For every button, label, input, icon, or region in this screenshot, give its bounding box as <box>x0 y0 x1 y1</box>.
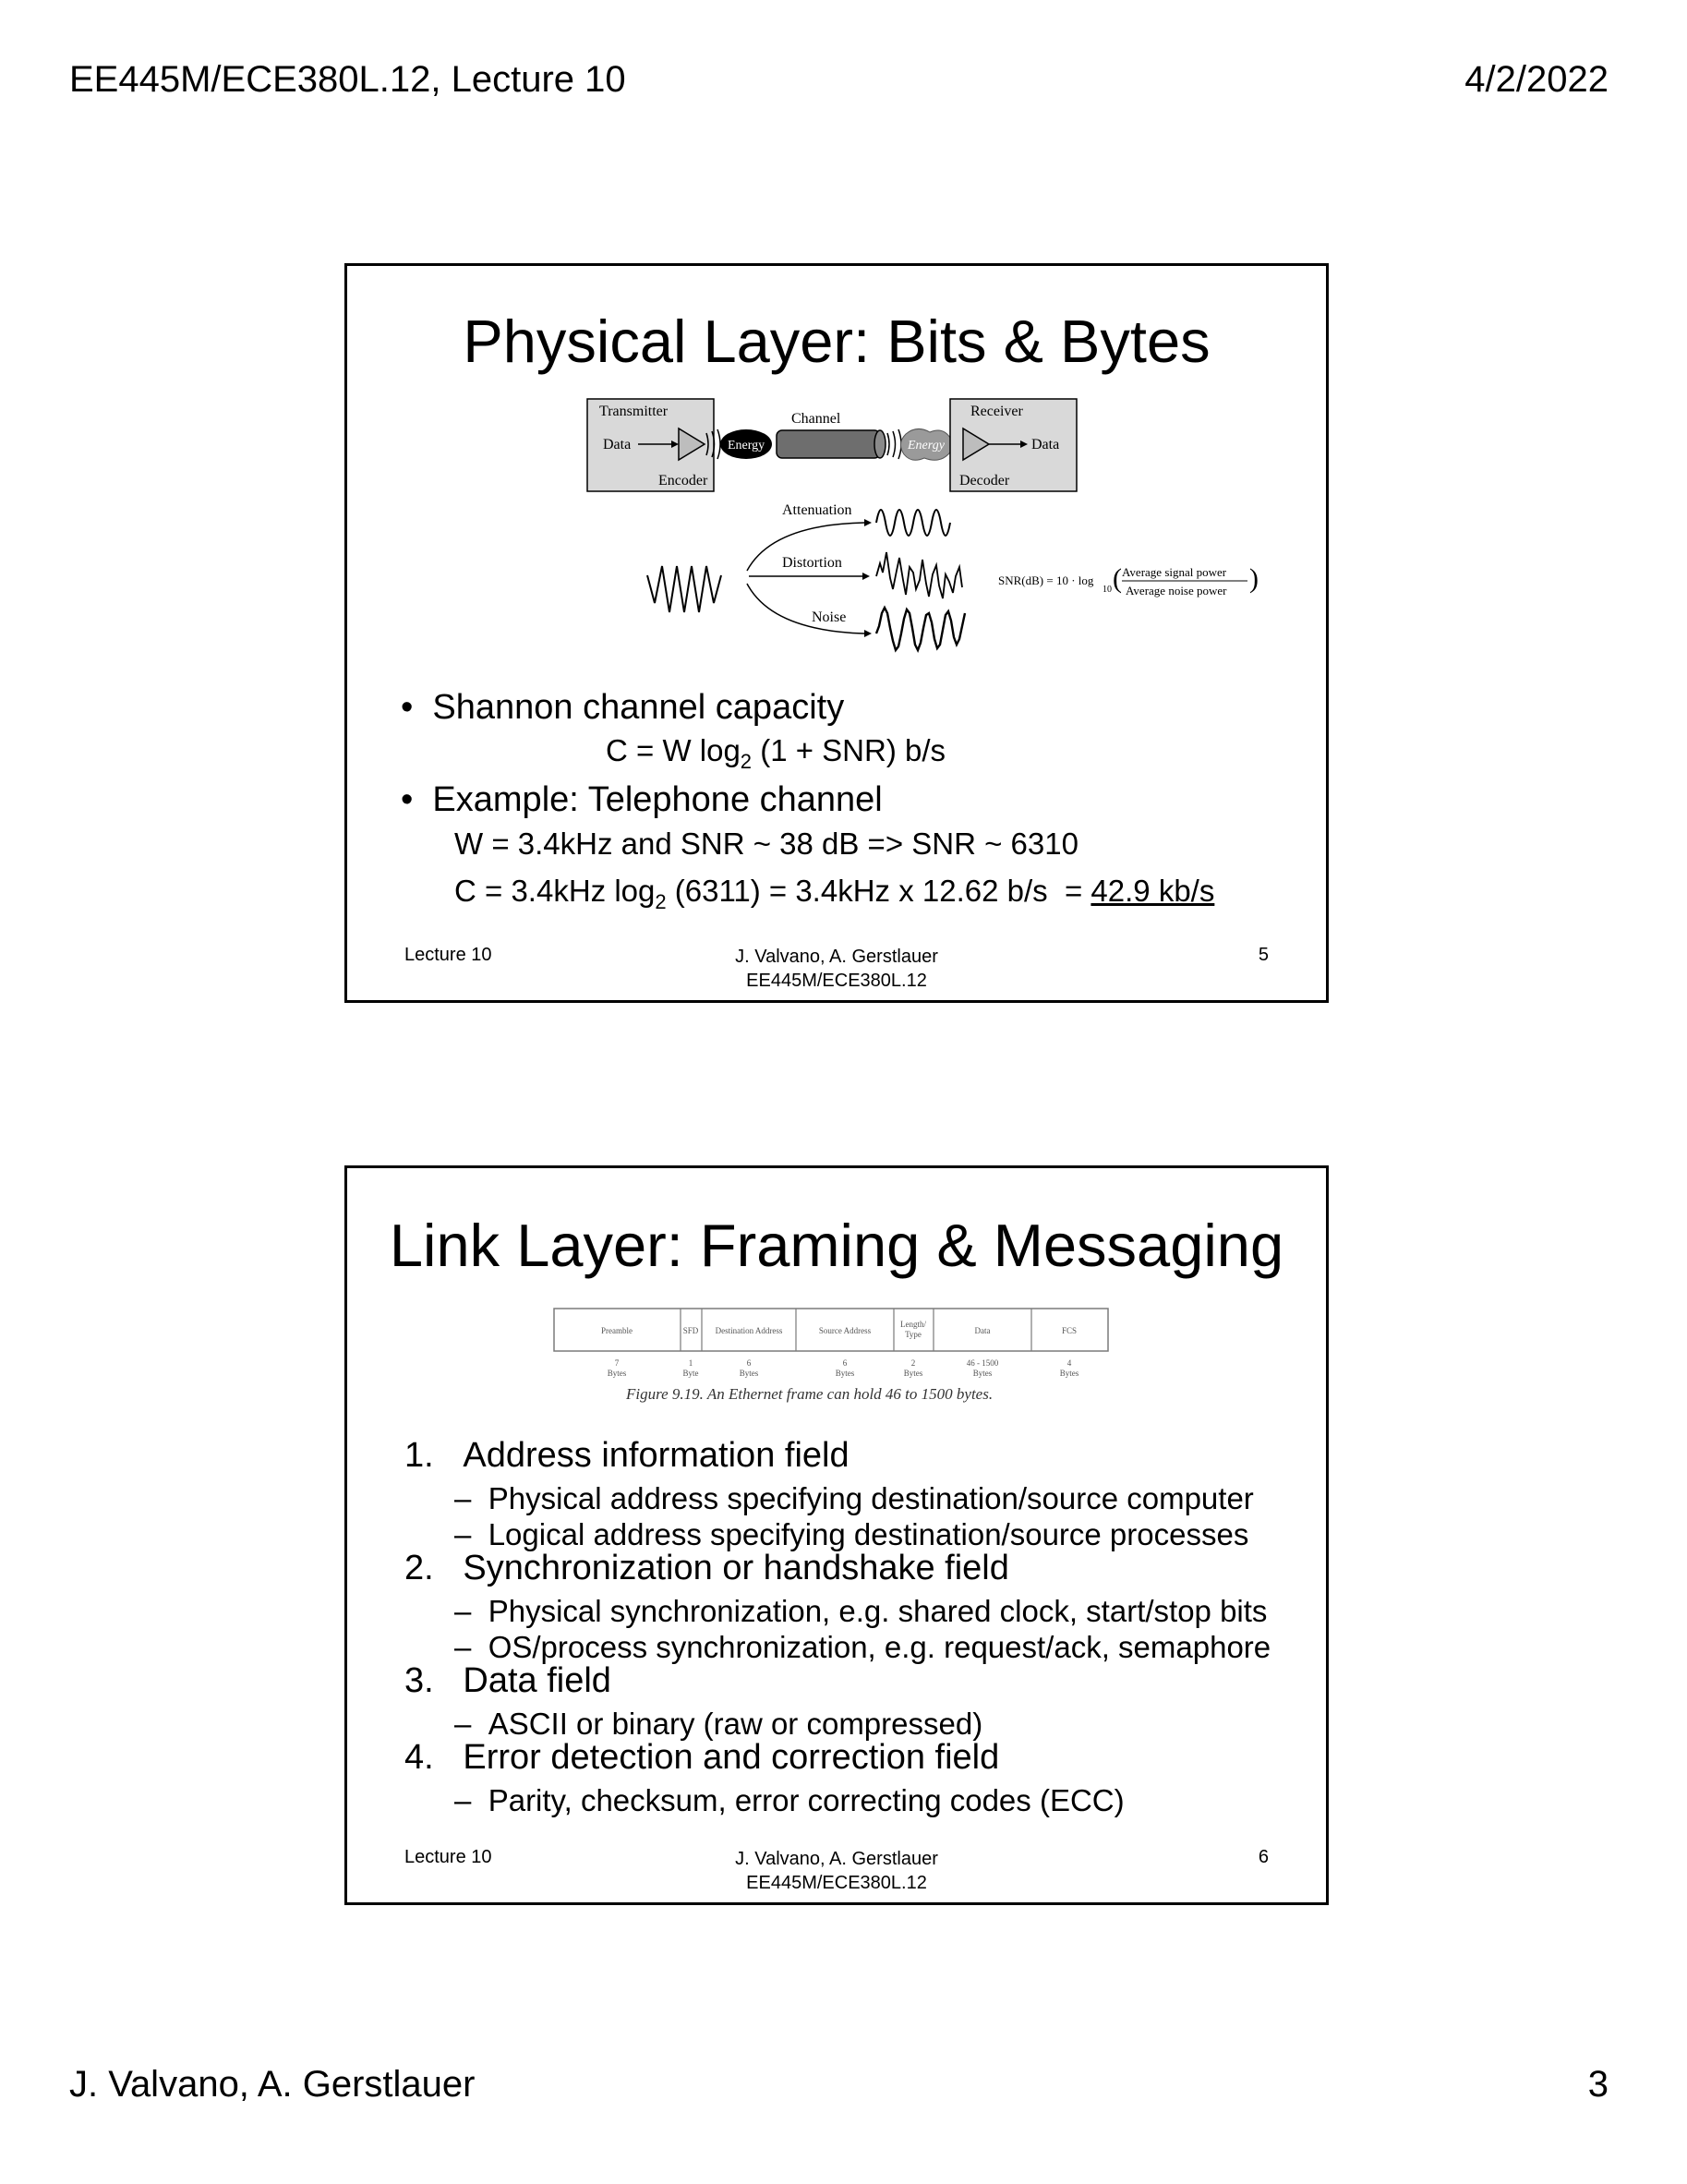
shannon-formula: C = W $\log_2 (1 + SNR)$ b/s <box>606 733 946 773</box>
slide-link-layer <box>344 1165 1329 1905</box>
svg-text:Bytes: Bytes <box>739 1369 759 1378</box>
slide-footer-lecture: Lecture 10 <box>404 1847 492 1867</box>
physical-layer-diagram <box>583 395 1284 672</box>
svg-text:7: 7 <box>614 1358 620 1368</box>
energy-left-label: Energy <box>728 439 765 452</box>
slide-footer-number: 6 <box>1258 1847 1269 1867</box>
svg-text:Bytes: Bytes <box>835 1369 855 1378</box>
svg-text:6: 6 <box>842 1358 848 1368</box>
slide-physical-layer <box>344 263 1329 1003</box>
channel-label: Channel <box>791 411 841 427</box>
svg-text:1: 1 <box>688 1358 693 1368</box>
bullet-example: • Example: Telephone channel <box>401 780 883 819</box>
list-sub-item: – Logical address specifying destination/source processes <box>454 1517 1249 1551</box>
data-in-label: Data <box>603 437 632 452</box>
list-item: 2. Synchronization or handshake field <box>404 1549 1009 1587</box>
frame-caption: Figure 9.19. An Ethernet frame can hold 46 to 1500 bytes. <box>626 1385 994 1403</box>
frame-field-type: Type <box>905 1330 922 1339</box>
list-sub-item: – OS/process synchronization, e.g. request/ack, semaphore <box>454 1630 1271 1664</box>
snr-formula-lhs: SNR(dB) = 10 · log <box>998 573 1094 587</box>
slide-footer-number: 5 <box>1258 945 1269 965</box>
attenuation-label: Attenuation <box>782 502 852 518</box>
capacity-result: 42.9 kb/s <box>1091 874 1215 908</box>
page-header-date: 4/2/2022 <box>1464 59 1609 100</box>
slide-title: Physical Layer: Bits & Bytes <box>463 308 1211 375</box>
bullet-shannon: • Shannon channel capacity <box>401 688 845 727</box>
noisy-wave <box>876 608 965 650</box>
frame-field-sfd: SFD <box>682 1326 699 1335</box>
noise-label: Noise <box>812 609 847 625</box>
list-item: 3. Data field <box>404 1661 611 1700</box>
slide-title: Link Layer: Framing & Messaging <box>389 1212 1284 1279</box>
receiver-label: Receiver <box>970 404 1023 419</box>
decoder-label: Decoder <box>959 473 1010 489</box>
svg-text:Byte: Byte <box>682 1369 699 1378</box>
frame-field-length: Length/ <box>900 1320 926 1329</box>
data-out-label: Data <box>1031 437 1060 452</box>
svg-text:6: 6 <box>746 1358 752 1368</box>
page-footer-authors: J. Valvano, A. Gerstlauer <box>69 2064 476 2105</box>
channel-cylinder <box>777 430 880 458</box>
svg-text:Bytes: Bytes <box>1059 1369 1079 1378</box>
svg-text:): ) <box>1249 563 1259 594</box>
svg-text:46 - 1500: 46 - 1500 <box>966 1358 999 1368</box>
frame-field-src: Source Address <box>818 1326 872 1335</box>
attenuated-wave <box>876 510 950 536</box>
transmitter-label: Transmitter <box>599 404 669 419</box>
list-sub-item: – Physical synchronization, e.g. shared clock, start/stop bits <box>454 1594 1268 1628</box>
frame-field-data: Data <box>974 1326 991 1335</box>
source-wave <box>647 566 721 612</box>
svg-text:Bytes: Bytes <box>607 1369 627 1378</box>
example-line-2: C = 3.4kHz $\log_2 (6311) = 3.4kHz$ x 12.62 b/s = 42.9 kb/s <box>454 874 1215 913</box>
energy-right-label: Energy <box>908 439 945 452</box>
page-header-title: EE445M/ECE380L.12, Lecture 10 <box>69 59 626 100</box>
svg-text:Bytes: Bytes <box>972 1369 993 1378</box>
frame-field-fcs: FCS <box>1061 1326 1078 1335</box>
svg-text:2: 2 <box>910 1358 916 1368</box>
encoder-label: Encoder <box>658 473 708 489</box>
svg-text:4: 4 <box>1066 1358 1072 1368</box>
frame-field-preamble: Preamble <box>601 1326 633 1335</box>
distortion-label: Distortion <box>782 555 842 571</box>
distorted-wave <box>876 552 962 598</box>
snr-formula-sub: 10 <box>1103 585 1112 595</box>
list-sub-item: – Physical address specifying destination/source computer <box>454 1481 1254 1515</box>
list-sub-item: – ASCII or binary (raw or compressed) <box>454 1707 983 1741</box>
svg-text:Bytes: Bytes <box>903 1369 923 1378</box>
snr-formula-numerator: Average signal power <box>1122 565 1227 579</box>
example-line-1: W = 3.4kHz and SNR ~ 38 dB => SNR ~ 6310 <box>454 827 1078 861</box>
snr-formula-denominator: Average noise power <box>1126 584 1227 597</box>
list-sub-item: – Parity, checksum, error correcting codes (ECC) <box>454 1783 1125 1817</box>
slide-footer-authors: J. Valvano, A. Gerstlauer EE445M/ECE380L.12 <box>735 947 938 991</box>
slide-footer-lecture: Lecture 10 <box>404 945 492 965</box>
list-item: 4. Error detection and correction field <box>404 1738 1000 1777</box>
ethernet-frame-diagram <box>552 1307 1115 1418</box>
svg-text:(: ( <box>1113 563 1122 594</box>
slide-footer-authors: J. Valvano, A. Gerstlauer EE445M/ECE380L.12 <box>735 1849 938 1893</box>
frame-field-dest: Destination Address <box>715 1326 783 1335</box>
list-item: 1. Address information field <box>404 1436 850 1475</box>
page-number: 3 <box>1587 2064 1609 2105</box>
